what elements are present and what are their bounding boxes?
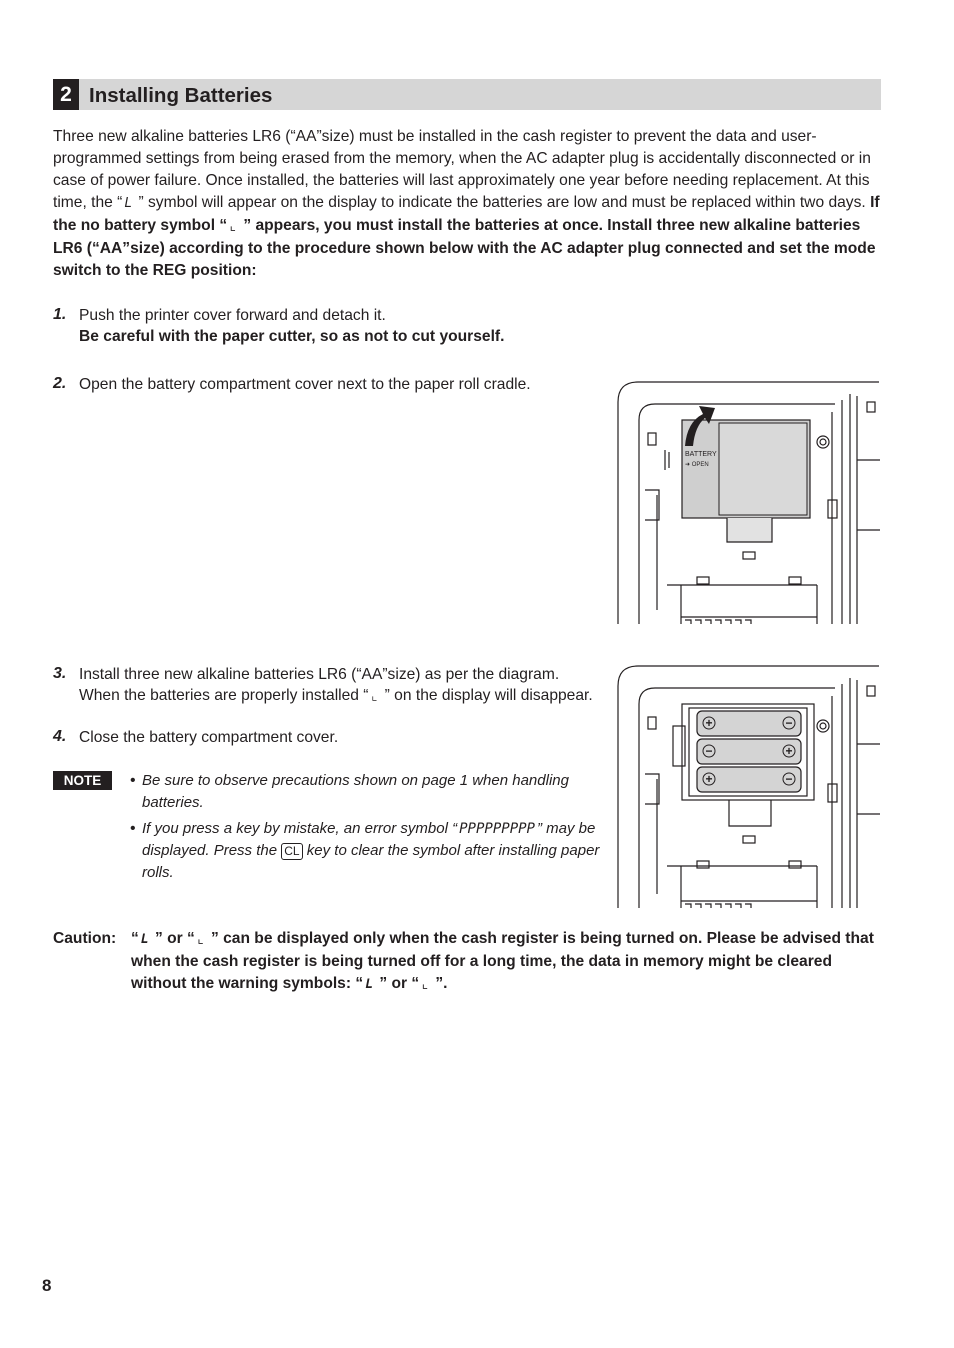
section-number: 2 xyxy=(53,79,79,110)
intro-text-1: Three new alkaline batteries LR6 (“AA”size) must be installed in the cash register to prevent the data and user-programmed settings from being erased from the memory, when the AC adapter plug is accidentally disconnected or in case of power failure. Once installed, the batteries will last approximately one year before needing replacement. At this time, the “ xyxy=(53,128,871,211)
note-item-2-text-a: If you press a key by mistake, an error symbol “ xyxy=(142,820,458,837)
step-3 xyxy=(53,663,66,684)
low-battery-symbol: L xyxy=(140,932,149,947)
step-2 xyxy=(53,373,66,394)
step-number: 2. xyxy=(53,375,67,392)
plus-icon: + xyxy=(705,772,713,786)
step-2-text: Open the battery compartment cover next to the paper roll cradle. xyxy=(79,376,531,393)
plus-icon: + xyxy=(705,716,713,730)
battery-label: BATTERY xyxy=(685,451,717,458)
step-1-text: Push the printer cover forward and detach it. xyxy=(79,307,386,324)
intro-bold-2: ” appears, you must install the batteries at once. Install three new alkaline batteries LR6 (“AA”size) according to the procedure shown below with the AC adapter plug connected and set the mode switch to the REG position: xyxy=(53,217,876,279)
low-battery-symbol: L xyxy=(365,977,374,992)
step-1-warning: Be careful with the paper cutter, so as not to cut yourself. xyxy=(79,328,505,345)
step-3-body xyxy=(79,664,604,707)
caution-text-3: ” or “ xyxy=(375,975,420,992)
caution-text-1: ” or “ xyxy=(150,930,195,947)
batteries-installed-illustration xyxy=(617,664,880,908)
caution-text-2: ” can be displayed only when the cash register is being turned on. Please be advised that when the cash register is being turned off for a long time, the data in memory might be cleared without the warning symbols: “ xyxy=(131,930,874,992)
low-battery-symbol: L xyxy=(124,196,133,211)
no-battery-symbol: ⌞ xyxy=(421,977,430,992)
open-label: ➜ OPEN xyxy=(685,462,709,468)
error-symbol: PPPPPPPPP xyxy=(459,821,535,837)
step-4-text: Close the battery compartment cover. xyxy=(79,729,339,746)
step-1-body xyxy=(79,305,619,347)
step-3-text-b: When the batteries are properly installed “ xyxy=(79,687,369,704)
plus-icon: + xyxy=(785,744,793,758)
note-item-2-text-b: ” may be displayed. Press the xyxy=(142,820,596,859)
section-header xyxy=(53,79,881,110)
caution-label: Caution: xyxy=(53,930,117,947)
note-item-1 xyxy=(130,770,612,814)
step-number: 4. xyxy=(53,728,67,745)
step-number: 1. xyxy=(53,306,67,323)
page-number: 8 xyxy=(42,1276,52,1295)
minus-icon: − xyxy=(785,716,793,730)
bullet: • xyxy=(130,772,136,789)
caution-text-4: ”. xyxy=(431,975,448,992)
no-battery-symbol: ⌞ xyxy=(196,932,205,947)
note-badge: NOTE xyxy=(53,771,112,790)
section-title: Installing Batteries xyxy=(89,84,273,107)
step-3-text-c: ” on the display will disappear. xyxy=(380,687,593,704)
cl-key-icon: CL xyxy=(281,843,302,860)
battery-cover-illustration xyxy=(617,380,880,624)
caution-quote: “ xyxy=(131,930,139,947)
intro-text-2: ” symbol will appear on the display to indicate the batteries are low and must be replaced within two days. xyxy=(134,194,871,211)
step-3-text-a: Install three new alkaline batteries LR6 (“AA”size) as per the diagram. xyxy=(79,666,560,683)
no-battery-symbol: ⌞ xyxy=(229,219,237,234)
note-item-2-text-c: key to clear the symbol after installing paper rolls. xyxy=(142,842,600,881)
note-item-2 xyxy=(130,818,612,884)
minus-icon: − xyxy=(785,772,793,786)
caution-text xyxy=(131,928,876,996)
minus-icon: − xyxy=(705,744,713,758)
no-battery-symbol: ⌞ xyxy=(370,689,379,704)
step-4 xyxy=(53,726,66,747)
note-item-1-text: Be sure to observe precautions shown on page 1 when handling batteries. xyxy=(142,772,569,811)
intro-paragraph xyxy=(53,126,885,282)
intro-bold-1: If the no battery symbol “ xyxy=(53,194,880,234)
bullet: • xyxy=(130,820,136,837)
step-number: 3. xyxy=(53,665,67,682)
